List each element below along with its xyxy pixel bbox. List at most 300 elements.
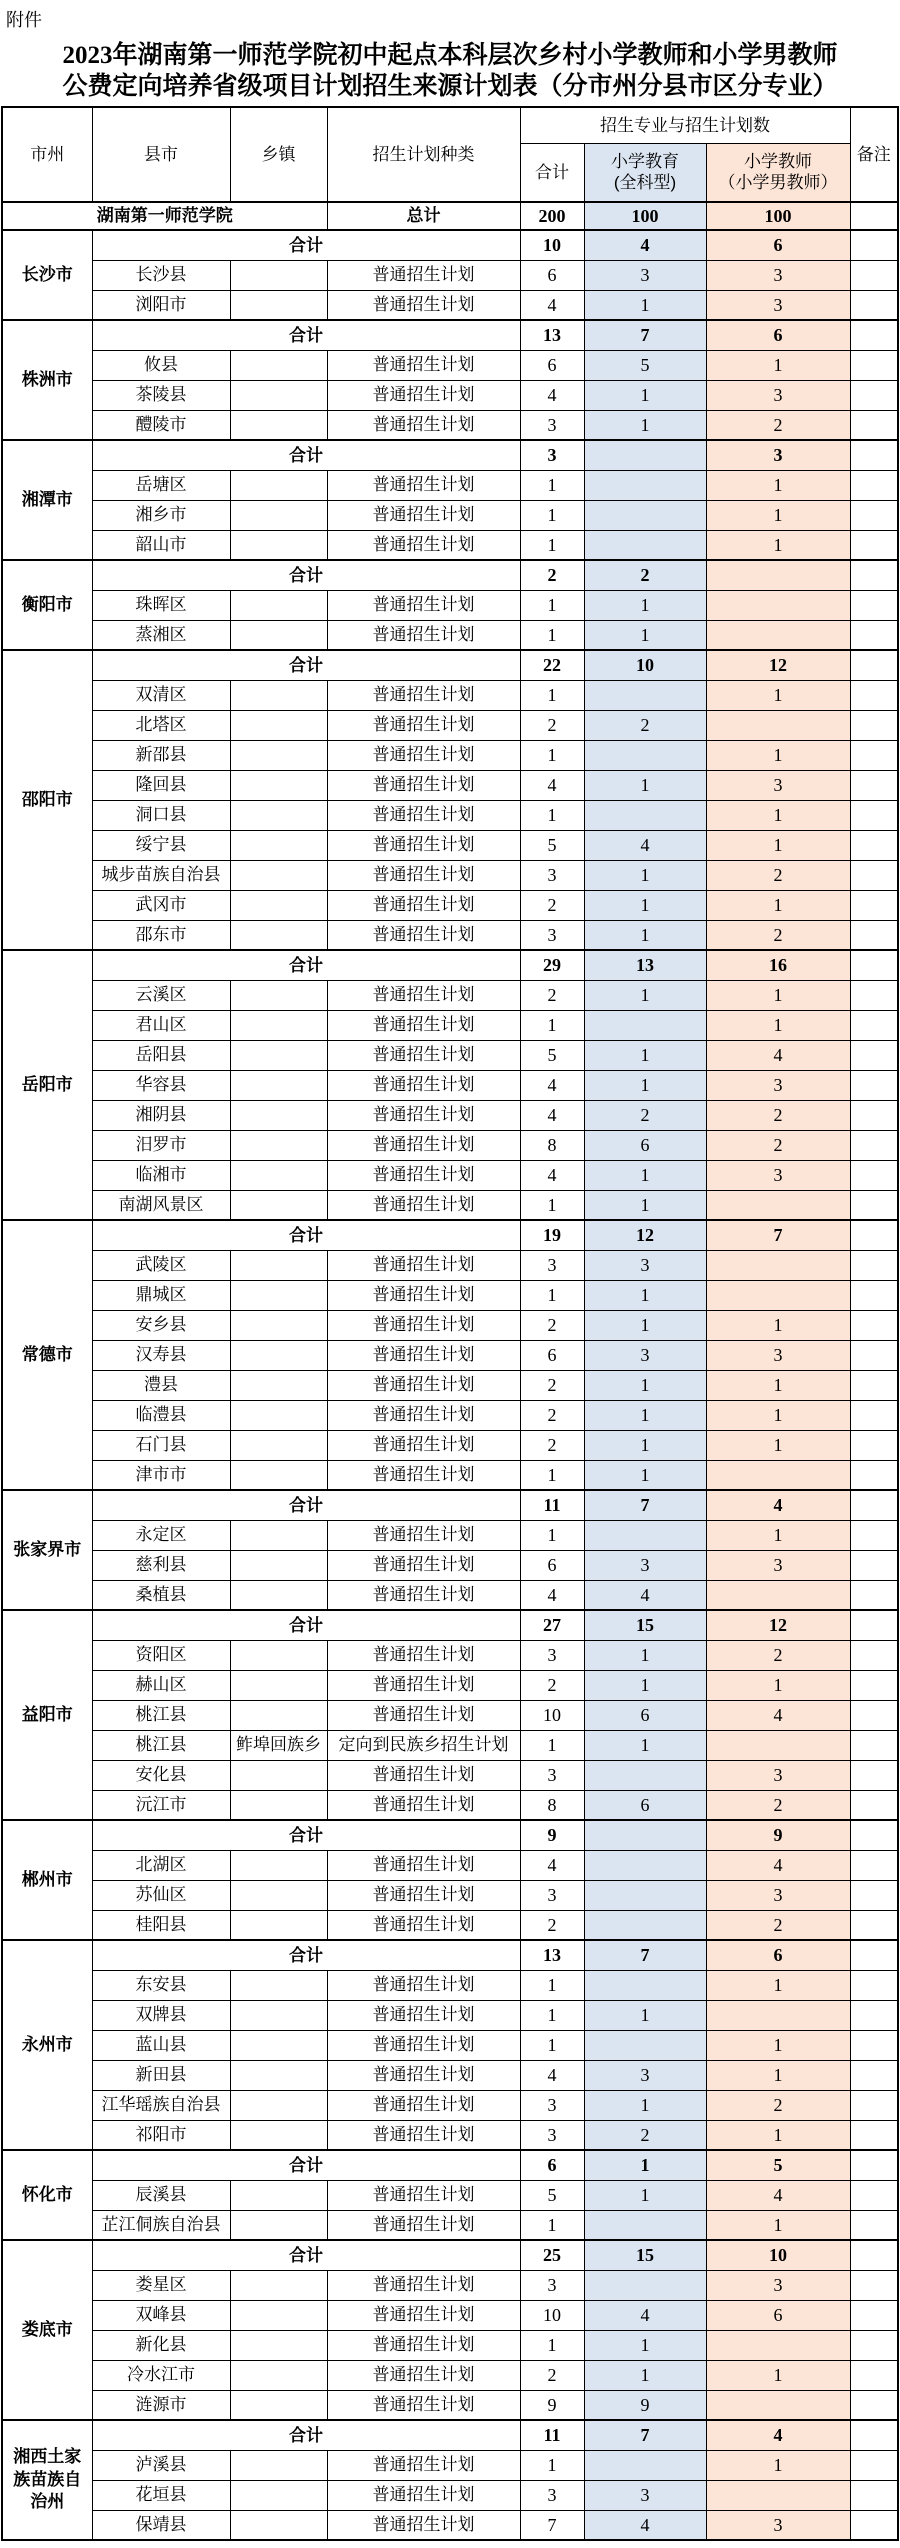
total-cell: 4 [520, 2060, 584, 2090]
total-cell: 3 [520, 2270, 584, 2300]
remark-cell [850, 1400, 898, 1430]
edu-cell: 6 [584, 1790, 706, 1820]
header-township: 乡镇 [230, 107, 327, 202]
teacher-cell [706, 590, 850, 620]
county-cell: 韶山市 [92, 530, 230, 560]
plan-type-cell: 普通招生计划 [327, 350, 520, 380]
remark-cell [850, 410, 898, 440]
subtotal-edu-cell: 10 [584, 650, 706, 680]
county-cell: 绥宁县 [92, 830, 230, 860]
plan-type-cell: 普通招生计划 [327, 770, 520, 800]
township-cell [230, 1850, 327, 1880]
county-cell: 珠晖区 [92, 590, 230, 620]
header-primary-education-line2: (全科型) [613, 173, 677, 193]
township-cell [230, 290, 327, 320]
teacher-cell: 1 [706, 2030, 850, 2060]
header-primary-education [584, 143, 706, 202]
plan-type-cell: 普通招生计划 [327, 500, 520, 530]
remark-cell [850, 2180, 898, 2210]
county-cell: 苏仙区 [92, 1880, 230, 1910]
county-cell: 岳塘区 [92, 470, 230, 500]
plan-type-cell: 普通招生计划 [327, 380, 520, 410]
subtotal-label-cell: 合计 [92, 320, 520, 350]
township-cell [230, 2300, 327, 2330]
county-row [2, 2330, 898, 2360]
total-cell: 1 [520, 1520, 584, 1550]
county-row [2, 260, 898, 290]
county-row [2, 2180, 898, 2210]
teacher-cell: 2 [706, 860, 850, 890]
total-cell: 4 [520, 1160, 584, 1190]
total-cell: 1 [520, 1730, 584, 1760]
subtotal-edu-cell: 7 [584, 2420, 706, 2450]
county-row [2, 1730, 898, 1760]
remark-cell [850, 920, 898, 950]
city-subtotal-row [2, 560, 898, 590]
county-cell: 邵东市 [92, 920, 230, 950]
remark-cell [850, 2300, 898, 2330]
subtotal-label-cell: 合计 [92, 1490, 520, 1520]
remark-cell [850, 530, 898, 560]
teacher-cell: 2 [706, 1910, 850, 1940]
county-row [2, 2450, 898, 2480]
county-row [2, 1010, 898, 1040]
county-row [2, 1430, 898, 1460]
edu-cell: 3 [584, 1250, 706, 1280]
remark-cell [850, 350, 898, 380]
township-cell [230, 1100, 327, 1130]
grand-total-edu-cell: 100 [584, 202, 706, 230]
remark-cell [850, 2060, 898, 2090]
subtotal-edu-cell: 13 [584, 950, 706, 980]
teacher-cell [706, 1460, 850, 1490]
teacher-cell [706, 2480, 850, 2510]
township-cell [230, 2090, 327, 2120]
county-cell: 慈利县 [92, 1550, 230, 1580]
total-cell: 4 [520, 1850, 584, 1880]
city-cell: 长沙市 [2, 230, 92, 320]
remark-cell [850, 2120, 898, 2150]
plan-type-cell: 普通招生计划 [327, 2390, 520, 2420]
subtotal-teacher-cell: 10 [706, 2240, 850, 2270]
edu-cell [584, 1520, 706, 1550]
edu-cell: 1 [584, 590, 706, 620]
teacher-cell: 3 [706, 1550, 850, 1580]
township-cell [230, 1010, 327, 1040]
subtotal-teacher-cell: 6 [706, 1940, 850, 1970]
edu-cell: 1 [584, 620, 706, 650]
edu-cell: 1 [584, 1040, 706, 1070]
teacher-cell: 3 [706, 290, 850, 320]
township-cell [230, 830, 327, 860]
edu-cell: 5 [584, 350, 706, 380]
subtotal-edu-cell [584, 440, 706, 470]
city-subtotal-row [2, 1220, 898, 1250]
county-row [2, 1970, 898, 2000]
subtotal-edu-cell [584, 1820, 706, 1850]
county-row [2, 1640, 898, 1670]
city-cell: 衡阳市 [2, 560, 92, 650]
total-cell: 2 [520, 1370, 584, 1400]
county-row [2, 860, 898, 890]
plan-type-cell: 普通招生计划 [327, 2030, 520, 2060]
teacher-cell: 1 [706, 680, 850, 710]
school-name-cell: 湖南第一师范学院 [2, 202, 327, 230]
township-cell [230, 1790, 327, 1820]
subtotal-teacher-cell: 12 [706, 1610, 850, 1640]
edu-cell [584, 2450, 706, 2480]
township-cell [230, 380, 327, 410]
plan-type-cell: 普通招生计划 [327, 2360, 520, 2390]
edu-cell: 3 [584, 2480, 706, 2510]
edu-cell [584, 1880, 706, 1910]
township-cell [230, 770, 327, 800]
county-row [2, 710, 898, 740]
subtotal-teacher-cell: 9 [706, 1820, 850, 1850]
grand-total-teacher-cell: 100 [706, 202, 850, 230]
edu-cell: 1 [584, 1280, 706, 1310]
subtotal-edu-cell: 15 [584, 1610, 706, 1640]
plan-type-cell: 普通招生计划 [327, 260, 520, 290]
teacher-cell: 4 [706, 1850, 850, 1880]
county-cell: 洞口县 [92, 800, 230, 830]
total-cell: 3 [520, 2120, 584, 2150]
edu-cell: 1 [584, 1070, 706, 1100]
subtotal-total-cell: 19 [520, 1220, 584, 1250]
plan-type-cell: 普通招生计划 [327, 410, 520, 440]
plan-type-cell: 普通招生计划 [327, 1160, 520, 1190]
county-cell: 桂阳县 [92, 1910, 230, 1940]
plan-type-cell: 普通招生计划 [327, 2510, 520, 2540]
township-cell [230, 2210, 327, 2240]
plan-type-cell: 普通招生计划 [327, 1790, 520, 1820]
township-cell [230, 530, 327, 560]
total-cell: 2 [520, 1670, 584, 1700]
total-cell: 3 [520, 410, 584, 440]
remark-cell [850, 1310, 898, 1340]
teacher-cell: 1 [706, 800, 850, 830]
teacher-cell [706, 2390, 850, 2420]
city-cell: 郴州市 [2, 1820, 92, 1940]
total-cell: 4 [520, 1580, 584, 1610]
page-title [0, 40, 900, 102]
county-row [2, 920, 898, 950]
edu-cell: 1 [584, 1730, 706, 1760]
edu-cell: 2 [584, 1100, 706, 1130]
plan-type-cell: 普通招生计划 [327, 1700, 520, 1730]
total-cell: 5 [520, 830, 584, 860]
remark-cell [850, 1220, 898, 1250]
total-cell: 5 [520, 2180, 584, 2210]
edu-cell [584, 2030, 706, 2060]
edu-cell [584, 2210, 706, 2240]
plan-type-cell: 普通招生计划 [327, 1130, 520, 1160]
header-plan-type: 招生计划种类 [327, 107, 520, 202]
township-cell [230, 2330, 327, 2360]
subtotal-total-cell: 22 [520, 650, 584, 680]
teacher-cell [706, 620, 850, 650]
edu-cell: 3 [584, 260, 706, 290]
total-cell: 3 [520, 860, 584, 890]
county-cell: 北湖区 [92, 1850, 230, 1880]
subtotal-total-cell: 9 [520, 1820, 584, 1850]
county-row [2, 2300, 898, 2330]
edu-cell: 1 [584, 1310, 706, 1340]
remark-cell [850, 380, 898, 410]
total-cell: 3 [520, 1880, 584, 1910]
county-row [2, 1250, 898, 1280]
edu-cell [584, 1760, 706, 1790]
remark-cell [850, 1940, 898, 1970]
county-row [2, 1580, 898, 1610]
teacher-cell: 3 [706, 770, 850, 800]
total-cell: 2 [520, 2360, 584, 2390]
county-row [2, 1460, 898, 1490]
township-cell [230, 1670, 327, 1700]
edu-cell: 6 [584, 1130, 706, 1160]
county-row [2, 1760, 898, 1790]
county-row [2, 470, 898, 500]
township-cell [230, 1520, 327, 1550]
plan-type-cell: 普通招生计划 [327, 1910, 520, 1940]
edu-cell: 1 [584, 380, 706, 410]
county-row [2, 590, 898, 620]
total-cell: 1 [520, 1010, 584, 1040]
remark-cell [850, 950, 898, 980]
remark-cell [850, 2480, 898, 2510]
total-cell: 1 [520, 2030, 584, 2060]
subtotal-edu-cell: 2 [584, 560, 706, 590]
total-cell: 1 [520, 2330, 584, 2360]
header-remark: 备注 [850, 107, 898, 202]
subtotal-teacher-cell: 6 [706, 230, 850, 260]
remark-cell [850, 2210, 898, 2240]
teacher-cell [706, 1730, 850, 1760]
remark-cell [850, 1730, 898, 1760]
county-cell: 君山区 [92, 1010, 230, 1040]
plan-type-cell: 普通招生计划 [327, 680, 520, 710]
table-header [2, 107, 898, 202]
township-cell [230, 2060, 327, 2090]
teacher-cell: 3 [706, 380, 850, 410]
county-row [2, 830, 898, 860]
subtotal-teacher-cell: 7 [706, 1220, 850, 1250]
county-cell: 蒸湘区 [92, 620, 230, 650]
plan-type-cell: 普通招生计划 [327, 2330, 520, 2360]
total-cell: 4 [520, 770, 584, 800]
total-cell: 1 [520, 1280, 584, 1310]
remark-cell [850, 2330, 898, 2360]
plan-type-cell: 普通招生计划 [327, 2060, 520, 2090]
teacher-cell: 1 [706, 530, 850, 560]
remark-cell [850, 1520, 898, 1550]
plan-type-cell: 普通招生计划 [327, 830, 520, 860]
county-cell: 南湖风景区 [92, 1190, 230, 1220]
county-cell: 鼎城区 [92, 1280, 230, 1310]
remark-cell [850, 2270, 898, 2300]
county-row [2, 2060, 898, 2090]
township-cell: 鲊埠回族乡 [230, 1730, 327, 1760]
county-row [2, 1850, 898, 1880]
total-cell: 2 [520, 1400, 584, 1430]
county-row [2, 1070, 898, 1100]
subtotal-total-cell: 29 [520, 950, 584, 980]
remark-cell [850, 1490, 898, 1520]
county-row [2, 1340, 898, 1370]
township-cell [230, 2000, 327, 2030]
teacher-cell [706, 1190, 850, 1220]
township-cell [230, 1460, 327, 1490]
county-cell: 石门县 [92, 1430, 230, 1460]
total-cell: 8 [520, 1130, 584, 1160]
remark-cell [850, 1190, 898, 1220]
county-cell: 祁阳市 [92, 2120, 230, 2150]
plan-type-cell: 普通招生计划 [327, 2480, 520, 2510]
remark-cell [850, 1970, 898, 2000]
remark-cell [850, 1640, 898, 1670]
remark-cell [850, 1670, 898, 1700]
county-row [2, 1310, 898, 1340]
remark-cell [850, 2240, 898, 2270]
remark-cell [850, 1580, 898, 1610]
total-cell: 8 [520, 1790, 584, 1820]
plan-type-cell: 普通招生计划 [327, 2180, 520, 2210]
total-cell: 1 [520, 620, 584, 650]
teacher-cell: 1 [706, 470, 850, 500]
county-cell: 湘阴县 [92, 1100, 230, 1130]
county-row [2, 1130, 898, 1160]
edu-cell: 1 [584, 1370, 706, 1400]
county-row [2, 2510, 898, 2540]
township-cell [230, 1700, 327, 1730]
township-cell [230, 2180, 327, 2210]
remark-cell [850, 1370, 898, 1400]
subtotal-label-cell: 合计 [92, 2150, 520, 2180]
plan-type-cell: 普通招生计划 [327, 2300, 520, 2330]
teacher-cell: 1 [706, 1520, 850, 1550]
edu-cell: 6 [584, 1700, 706, 1730]
county-cell: 安化县 [92, 1760, 230, 1790]
county-cell: 娄星区 [92, 2270, 230, 2300]
township-cell [230, 350, 327, 380]
edu-cell: 1 [584, 1640, 706, 1670]
county-row [2, 2210, 898, 2240]
township-cell [230, 2030, 327, 2060]
township-cell [230, 1430, 327, 1460]
county-cell: 桃江县 [92, 1730, 230, 1760]
plan-type-cell: 普通招生计划 [327, 1880, 520, 1910]
county-row [2, 500, 898, 530]
county-cell: 城步苗族自治县 [92, 860, 230, 890]
county-cell: 桑植县 [92, 1580, 230, 1610]
edu-cell: 3 [584, 1550, 706, 1580]
county-row [2, 1520, 898, 1550]
county-cell: 汨罗市 [92, 1130, 230, 1160]
subtotal-label-cell: 合计 [92, 950, 520, 980]
county-row [2, 680, 898, 710]
edu-cell: 1 [584, 2090, 706, 2120]
remark-cell [850, 2510, 898, 2540]
plan-type-cell: 普通招生计划 [327, 590, 520, 620]
remark-cell [850, 650, 898, 680]
county-cell: 冷水江市 [92, 2360, 230, 2390]
remark-cell [850, 1280, 898, 1310]
teacher-cell [706, 1280, 850, 1310]
plan-type-cell: 普通招生计划 [327, 920, 520, 950]
remark-cell [850, 800, 898, 830]
city-subtotal-row [2, 950, 898, 980]
township-cell [230, 800, 327, 830]
county-row [2, 1670, 898, 1700]
total-cell: 2 [520, 1310, 584, 1340]
plan-type-cell: 普通招生计划 [327, 2450, 520, 2480]
remark-cell [850, 500, 898, 530]
remark-cell [850, 2000, 898, 2030]
subtotal-label-cell: 合计 [92, 560, 520, 590]
total-cell: 1 [520, 680, 584, 710]
grand-total-row [2, 202, 898, 230]
township-cell [230, 1310, 327, 1340]
plan-type-cell: 普通招生计划 [327, 860, 520, 890]
header-city: 市州 [2, 107, 92, 202]
township-cell [230, 1970, 327, 2000]
total-cell: 3 [520, 920, 584, 950]
subtotal-total-cell: 3 [520, 440, 584, 470]
remark-cell [850, 1460, 898, 1490]
remark-cell [850, 1100, 898, 1130]
header-primary-education-line1: 小学教育 [611, 152, 679, 171]
teacher-cell: 3 [706, 260, 850, 290]
edu-cell [584, 1910, 706, 1940]
total-cell: 1 [520, 740, 584, 770]
total-cell: 2 [520, 1910, 584, 1940]
total-cell: 2 [520, 890, 584, 920]
edu-cell [584, 1850, 706, 1880]
county-row [2, 290, 898, 320]
edu-cell: 1 [584, 1460, 706, 1490]
subtotal-total-cell: 10 [520, 230, 584, 260]
township-cell [230, 260, 327, 290]
county-row [2, 380, 898, 410]
county-row [2, 350, 898, 380]
plan-type-cell: 普通招生计划 [327, 1280, 520, 1310]
township-cell [230, 2390, 327, 2420]
county-row [2, 1280, 898, 1310]
plan-type-cell: 普通招生计划 [327, 2000, 520, 2030]
township-cell [230, 1760, 327, 1790]
total-cell: 1 [520, 2450, 584, 2480]
subtotal-teacher-cell [706, 560, 850, 590]
county-row [2, 1190, 898, 1220]
total-cell: 1 [520, 530, 584, 560]
county-cell: 花垣县 [92, 2480, 230, 2510]
remark-cell [850, 2450, 898, 2480]
total-cell: 3 [520, 1250, 584, 1280]
subtotal-total-cell: 11 [520, 1490, 584, 1520]
county-row [2, 2480, 898, 2510]
township-cell [230, 980, 327, 1010]
plan-type-cell: 普通招生计划 [327, 740, 520, 770]
city-cell: 岳阳市 [2, 950, 92, 1220]
subtotal-teacher-cell: 3 [706, 440, 850, 470]
total-cell: 10 [520, 1700, 584, 1730]
total-cell: 2 [520, 1430, 584, 1460]
total-cell: 1 [520, 1970, 584, 2000]
city-subtotal-row [2, 650, 898, 680]
teacher-cell: 6 [706, 2300, 850, 2330]
edu-cell: 1 [584, 1430, 706, 1460]
edu-cell [584, 680, 706, 710]
